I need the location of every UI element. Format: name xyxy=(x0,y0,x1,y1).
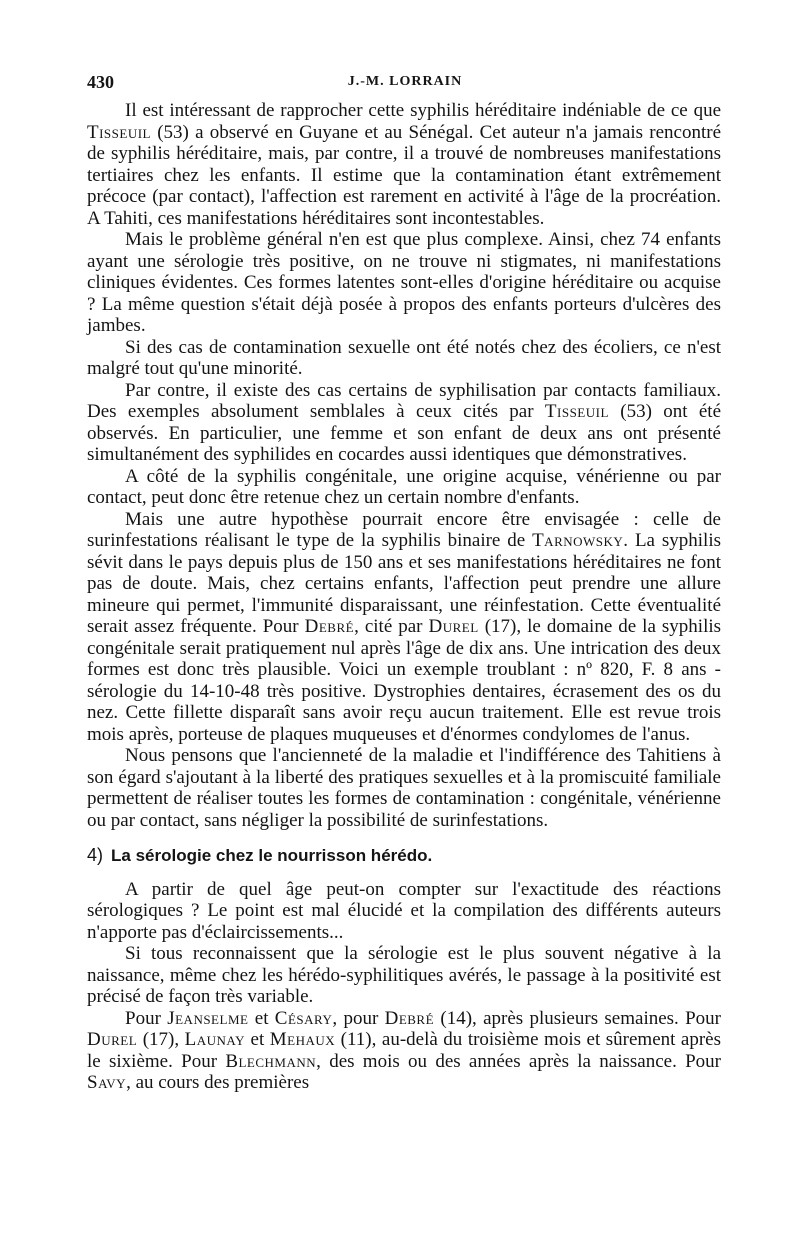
paragraph xyxy=(87,943,721,1008)
text-run: A côté de la syphilis congénitale, une origine acquise, vénérienne ou par contact, peut donc être retenue chez un certain nombre d'enfants. xyxy=(87,465,721,508)
text-run: Mais une autre hypothèse pourrait encore être envisagée : celle de surinfestations réalisant le type de la syphilis binaire de xyxy=(87,508,721,551)
text-run: , des mois ou des années après la naissance. Pour xyxy=(316,1050,722,1072)
text-run: A partir de quel âge peut-on compter sur l'exactitude des réactions sérologiques ? Le point est mal élucidé et la compilation des différents auteurs n'apporte pas d'éclaircissements... xyxy=(87,878,721,943)
text-run: Il est intéressant de rapprocher cette syphilis héréditaire indéniable de ce que xyxy=(125,100,721,121)
body-text xyxy=(87,100,721,1094)
paragraph xyxy=(87,100,721,229)
paragraph xyxy=(87,337,721,380)
author-name: Blechmann xyxy=(225,1050,317,1072)
text-run: , pour xyxy=(332,1007,385,1029)
running-head: J.-M. LORRAIN xyxy=(347,74,463,89)
text-run: (11), au-delà du troisième mois et sûrement après le sixième. Pour xyxy=(87,1029,722,1072)
section-paragraphs xyxy=(87,879,721,1094)
text-run: et xyxy=(248,1007,275,1029)
text-run: Par contre, il existe des cas certains de syphilisation par contacts familiaux. Des exemples absolument semblales à ceux cités par xyxy=(87,379,721,422)
text-run: (53) ont été observés. En particulier, une femme et son enfant de deux ans ont présenté simultanément des syphilides en cocardes aussi identiques que démonstratives. xyxy=(87,401,721,465)
page-number: 430 xyxy=(87,72,114,92)
page-header xyxy=(87,72,723,96)
paragraph xyxy=(87,745,721,831)
author-name: Launay xyxy=(184,1029,245,1050)
paragraph xyxy=(87,229,721,337)
author-name: Debré xyxy=(384,1007,435,1029)
text-run: Si des cas de contamination sexuelle ont été notés chez des écoliers, ce n'est malgré tout qu'une minorité. xyxy=(87,336,721,379)
paragraphs xyxy=(87,100,721,831)
text-run: , au cours des premières xyxy=(126,1072,310,1093)
text-run: (53) a observé en Guyane et au Sénégal. Cet auteur n'a jamais rencontré de syphilis héréditaire, mais, par contre, il a trouvé de nombreuses manifestations tertiaires chez les enfants. Il estime que la contamination étant extrêmement précoce (par contact), l'affection est rarement en activité à l'âge de la procréation. A Tahiti, ces manifestations héréditaires sont incontestables. xyxy=(87,121,721,229)
text-run: Mais le problème général n'en est que plus complexe. Ainsi, chez 74 enfants ayant une sérologie très positive, on ne trouve ni stigmates, ni manifestations cliniques évidentes. Ces formes latentes sont-elles d'origine héréditaire ou acquise ? La même question s'était déjà posée à propos des enfants porteurs d'ulcères des jambes. xyxy=(87,229,721,336)
paragraph xyxy=(87,1008,721,1094)
author-name: Mehaux xyxy=(269,1029,336,1050)
text-run: , cité par xyxy=(354,616,429,637)
text-run: . La syphilis sévit dans le pays depuis plus de 150 ans et ses manifestations héréditaires ne font pas de doute. Mais, chez certains enfants, l'affection peut prendre une allure mineure qui permet, l'immunité disparaissant, une réinfestation. Cette éventualité serait assez fréquente. Pour xyxy=(87,530,721,637)
author-name: Césary xyxy=(274,1007,333,1029)
paragraph xyxy=(87,509,721,746)
author-name: Jeanselme xyxy=(167,1007,249,1029)
paragraph xyxy=(87,380,721,466)
text-run: et xyxy=(244,1029,270,1050)
section-heading xyxy=(87,845,721,867)
text-run: Nous pensons que l'ancienneté de la maladie et l'indifférence des Tahitiens à son égard s'ajoutant à la liberté des pratiques sexuelles et à la promiscuité familiale permettent de réaliser toutes les formes de contamination : congénitale, vénérienne ou par contact, sans négliger la possibilité de surinfestations. xyxy=(87,745,721,831)
author-name: Tisseuil xyxy=(544,401,609,422)
author-name: Tarnowsky xyxy=(532,530,624,551)
text-run: (17), xyxy=(137,1029,185,1050)
text-run: (17), le domaine de la syphilis congénitale serait pratiquement nul après l'âge de dix ans. Une intrication des deux formes est donc très plausible. Voici un exemple troublant : nº 820, F. 8 ans - sérologie du 14-10-48 très positive. Dystrophies dentaires, écrasement des os du nez. Cette fillette disparaît sans avoir reçu aucun traitement. Elle est revue trois mois après, porteuse de plaques muqueuses et d'énormes condylomes de l'anus. xyxy=(87,616,722,745)
text-run: (14), après plusieurs semaines. Pour xyxy=(434,1007,722,1029)
paragraph xyxy=(87,466,721,509)
section-title: La sérologie chez le nourrisson hérédo. xyxy=(111,846,433,865)
author-name: Tisseuil xyxy=(87,121,151,143)
author-name: Debré xyxy=(304,616,355,637)
author-name: Durel xyxy=(428,616,479,637)
paragraph xyxy=(87,879,721,944)
author-name: Durel xyxy=(87,1029,138,1050)
section-number: 4) xyxy=(87,845,104,865)
text-run: Si tous reconnaissent que la sérologie est le plus souvent négative à la naissance, même chez les hérédo-syphilitiques avérés, le passage à la positivité est précisé de façon très variable. xyxy=(87,943,721,1007)
author-name: Savy xyxy=(87,1072,127,1093)
text-run: Pour xyxy=(125,1007,168,1029)
